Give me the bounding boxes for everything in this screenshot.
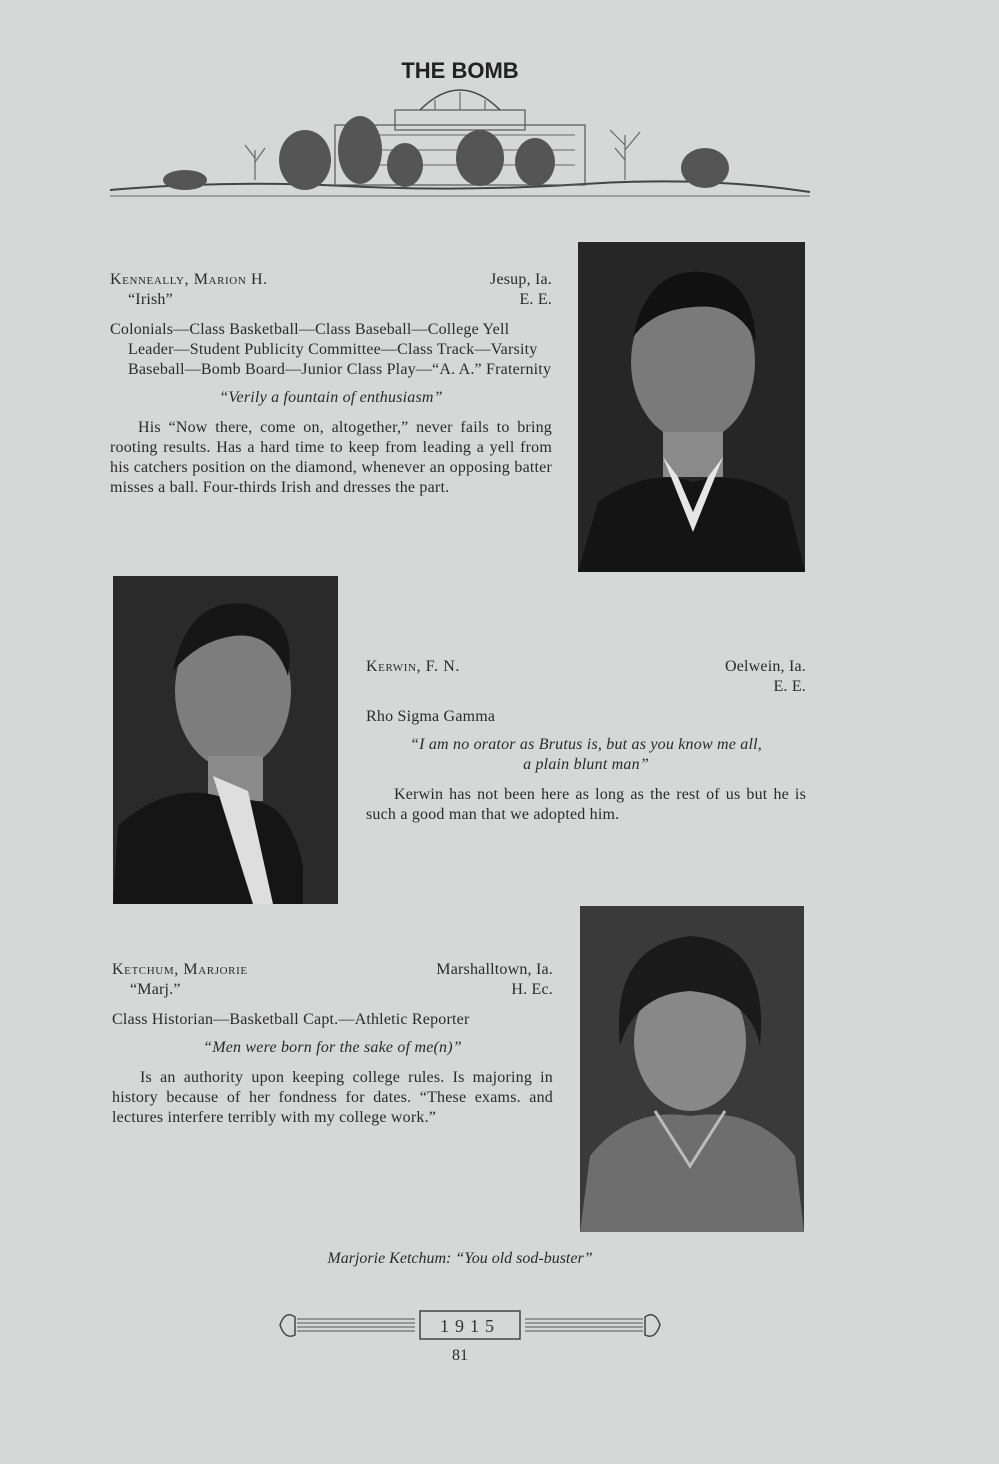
quote: “Verily a fountain of enthusiasm” — [219, 389, 443, 406]
activities: Colonials—Class Basketball—Class Baseball—College Yell Leader—Student Publicity Committee—Class Track—Varsity Baseball—Bomb Board—Junior Class Play—“A. A.” Fraternity — [110, 321, 552, 378]
hometown: Marshalltown, Ia. — [436, 961, 553, 978]
bio: His “Now there, come on, altogether,” never fails to bring rooting results. Has a hard time to keep from leading a yell from his catchers position on the diamond, whenever an opposing batter misses a ball. Four-thirds Irish and dresses the part. — [110, 419, 552, 496]
course: E. E. — [519, 291, 552, 308]
page-number: 81 — [452, 1347, 468, 1364]
entry-ketchum — [112, 960, 553, 1128]
footer-year: 1915 — [440, 1316, 500, 1336]
footer-ornament — [275, 1305, 665, 1345]
portrait-kerwin — [113, 576, 338, 904]
student-name: Ketchum, Marjorie — [112, 961, 248, 978]
student-name: Kenneally, Marion H. — [110, 271, 268, 288]
campus-illustration — [105, 40, 815, 210]
course: H. Ec. — [511, 981, 553, 998]
banner-title: THE BOMB — [401, 58, 519, 83]
nickname: “Marj.” — [130, 981, 181, 998]
student-name: Kerwin, F. N. — [366, 658, 460, 675]
quote-line-1: “I am no orator as Brutus is, but as you know me all, — [410, 736, 762, 753]
nickname: “Irish” — [128, 291, 173, 308]
hometown: Oelwein, Ia. — [724, 658, 806, 675]
bio: Kerwin has not been here as long as the rest of us but he is such a good man that we adopted him. — [366, 786, 806, 823]
entry-kerwin — [366, 657, 806, 825]
entry-kenneally — [110, 270, 552, 498]
portrait-ketchum — [580, 906, 804, 1232]
header-banner — [105, 40, 815, 210]
activities: Class Historian—Basketball Capt.—Athletic Reporter — [112, 1011, 470, 1028]
hometown: Jesup, Ia. — [490, 271, 552, 288]
course: E. E. — [773, 678, 806, 695]
quote-line-2: a plain blunt man” — [523, 756, 649, 773]
bio: Is an authority upon keeping college rules. Is majoring in history because of her fondness for dates. “These exams. and lectures interfere terribly with my college work.” — [112, 1069, 553, 1126]
quote: “Men were born for the sake of me(n)” — [203, 1039, 462, 1056]
activities: Rho Sigma Gamma — [366, 708, 496, 725]
photo-caption: Marjorie Ketchum: “You old sod-buster” — [327, 1250, 593, 1267]
portrait-kenneally — [578, 242, 805, 572]
